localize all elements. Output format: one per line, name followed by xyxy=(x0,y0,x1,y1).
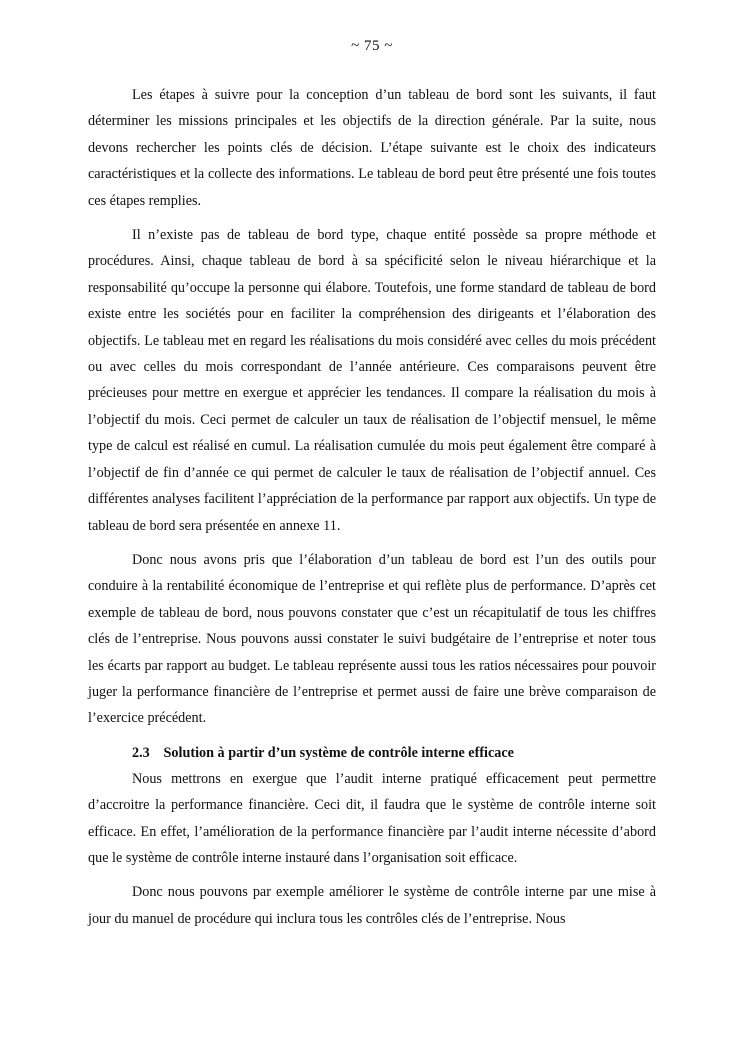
paragraph-procedure-manual: Donc nous pouvons par exemple améliorer le système de contrôle interne par une mise à jour du manuel de procédure qui inclura tous les contrôles clés de l’entreprise. Nous xyxy=(88,884,656,927)
section-heading xyxy=(88,740,656,766)
paragraph-dashboard-conclusion: Donc nous avons pris que l’élaboration d’un tableau de bord est l’un des outils pour conduire à la rentabilité économique de l’entreprise et qui reflète plus de performance. D’après cet exemple de tableau de bord, nous pouvons constater que c’est un récapitulatif de tous les chiffres clés de l’entreprise. Nous pouvons aussi constater le suivi budgétaire de l’entreprise et noter tous les écarts par rapport au budget. Le tableau représente aussi tous les ratios nécessaires pour pouvoir juger la performance financière de l’entreprise et permet aussi de faire une brève comparaison de l’exercice précédent. xyxy=(88,551,656,727)
document-page xyxy=(88,36,656,932)
paragraph-internal-control: Nous mettrons en exergue que l’audit interne pratiqué efficacement peut permettre d’accroitre la performance financière. Ceci dit, il faudra que le système de contrôle interne soit efficace. En effet, l’amélioration de la performance financière par l’audit interne nécessite d’abord que le système de contrôle interne instauré dans l’organisation soit efficace. xyxy=(88,770,656,866)
section-number: 2.3 xyxy=(132,744,150,761)
paragraph-dashboard-types: Il n’existe pas de tableau de bord type, chaque entité possède sa propre méthode et procédures. Ainsi, chaque tableau de bord à sa spécificité selon le niveau hiérarchique et la responsabilité qu’occupe la personne qui élabore. Toutefois, une forme standard de tableau de bord existe entre les sociétés pour en faciliter la compréhension des dirigeants et l’élaboration des objectifs. Le tableau met en regard les réalisations du mois considéré avec celles du mois précédent ou avec celles du mois correspondant de l’année antérieure. Ces comparaisons peuvent être précieuses pour mettre en exergue et apprécier les tendances. Il compare la réalisation du mois à l’objectif du mois. Ceci permet de calculer un taux de réalisation de l’objectif mensuel, le même type de calcul est réalisé en cumul. La réalisation cumulée du mois peut également être comparé à l’objectif de fin d’année ce qui permet de calculer le taux de réalisation de l’objectif annuel. Ces différentes analyses facilitent l’appréciation de la performance par rapport aux objectifs. Un type de tableau de bord sera présentée en annexe 11. xyxy=(88,227,656,534)
paragraph-dashboard-steps: Les étapes à suivre pour la conception d’un tableau de bord sont les suivants, il faut déterminer les missions principales et les objectifs de la direction générale. Par la suite, nous devons rechercher les points clés de décision. L’étape suivante est le choix des indicateurs caractéristiques et la collecte des informations. Le tableau de bord peut être présenté une fois toutes ces étapes remplies. xyxy=(88,87,656,209)
section-title: Solution à partir d’un système de contrôle interne efficace xyxy=(163,744,514,761)
page-number: ~ 75 ~ xyxy=(351,38,393,54)
